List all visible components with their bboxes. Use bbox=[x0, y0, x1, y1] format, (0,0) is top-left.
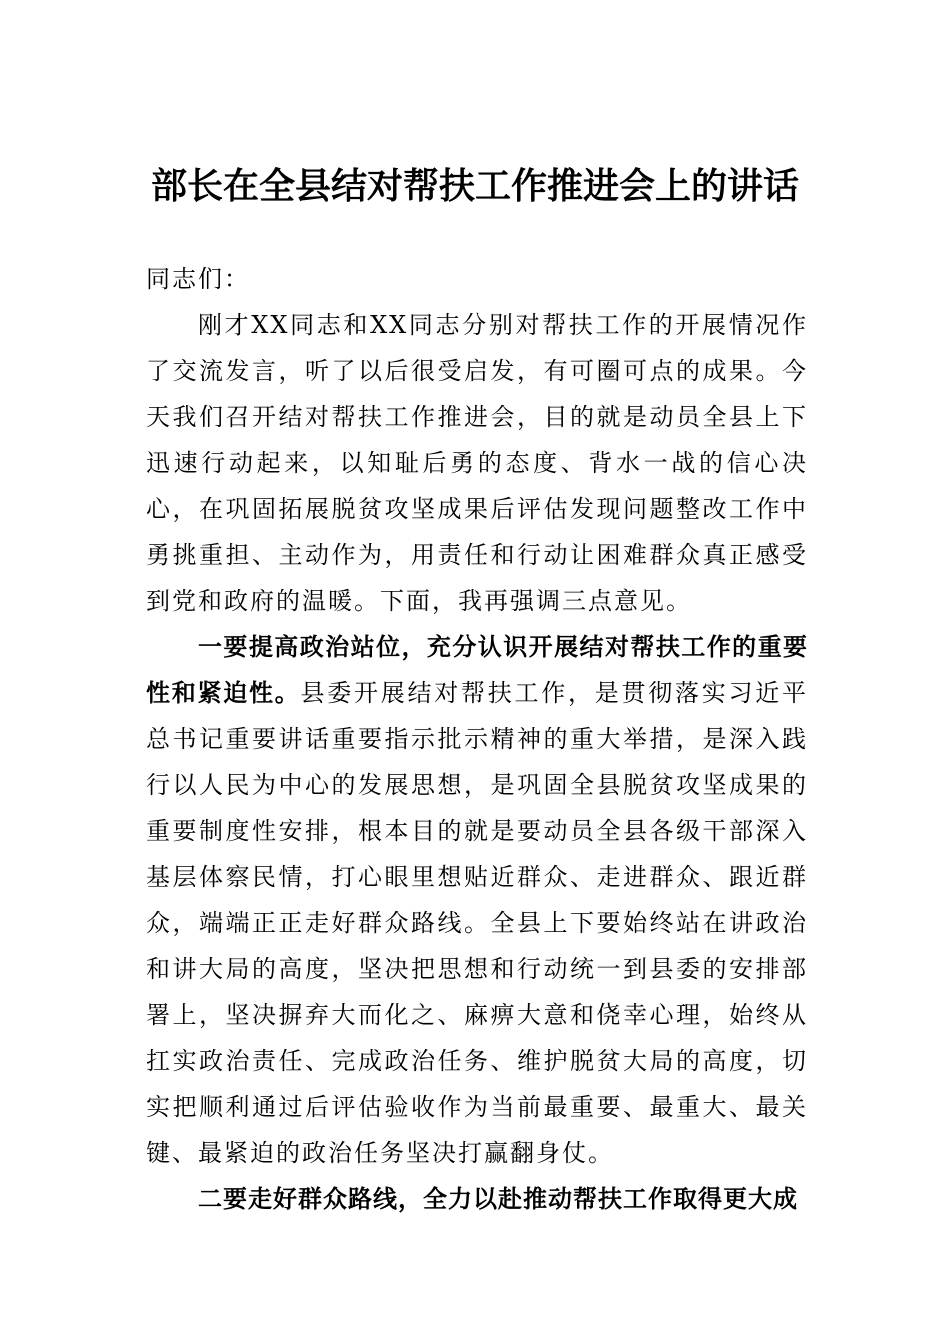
point-two-heading: 二要走好群众路线，全力以赴推动帮扶工作取得更大成 bbox=[198, 1185, 798, 1213]
paragraph-point-two bbox=[146, 1176, 808, 1222]
point-one-text: 县委开展结对帮扶工作，是贯彻落实习近平总书记重要讲话重要指示批示精神的重大举措，是深入践行以人民为中心的发展思想，是巩固全县脱贫攻坚成果的重要制度性安排，根本目的就是要动员全县各级干部深入基层体察民情，打心眼里想贴近群众、走进群众、跟近群众，端端正正走好群众路线。全县上下要始终站在讲政治和讲大局的高度，坚决把思想和行动统一到县委的安排部署上，坚决摒弃大而化之、麻痹大意和侥幸心理，始终从扛实政治责任、完成政治任务、维护脱贫大局的高度，切实把顺利通过后评估验收作为当前最重要、最重大、最关键、最紧迫的政治任务坚决打赢翻身仗。 bbox=[146, 679, 808, 1167]
point-one-heading: 一要提高政治站位，充分认识开展结对帮扶工作的重要性和紧迫性。 bbox=[146, 633, 808, 707]
salutation: 同志们： bbox=[146, 265, 250, 293]
paragraph-intro-text: 刚才XX同志和XX同志分别对帮扶工作的开展情况作了交流发言，听了以后很受启发，有可圈可点的成果。今天我们召开结对帮扶工作推进会，目的就是动员全县上下迅速行动起来，以知耻后勇的态度、背水一战的信心决心，在巩固拓展脱贫攻坚成果后评估发现问题整改工作中勇挑重担、主动作为，用责任和行动让困难群众真正感受到党和政府的温暖。下面，我再强调三点意见。 bbox=[146, 311, 808, 615]
document-body bbox=[146, 256, 808, 1222]
paragraph-intro bbox=[146, 302, 808, 624]
paragraph-point-one bbox=[146, 624, 808, 1176]
document-title: 部长在全县结对帮扶工作推进会上的讲话 bbox=[150, 165, 799, 207]
